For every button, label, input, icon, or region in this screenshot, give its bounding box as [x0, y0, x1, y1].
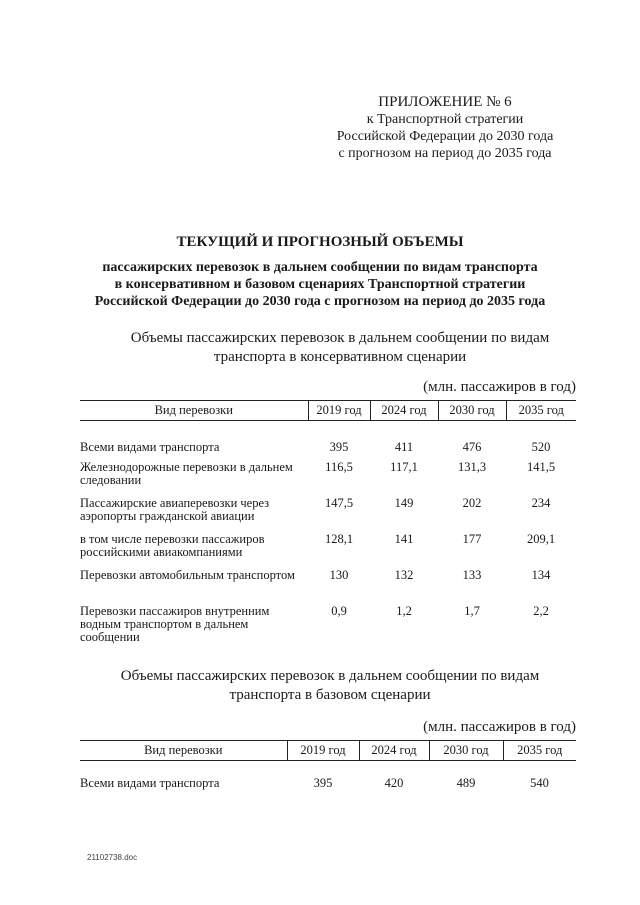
- cell-value: 177: [462, 531, 482, 546]
- document-subtitle: [60, 259, 580, 310]
- document-title: ТЕКУЩИЙ И ПРОГНОЗНЫЙ ОБЪЕМЫ: [176, 234, 464, 250]
- column-header: Вид перевозки: [80, 401, 308, 421]
- cell-value: 1,7: [464, 603, 480, 618]
- table2-units: (млн. пассажиров в год): [423, 719, 576, 735]
- cell-value: 117,1: [390, 459, 418, 474]
- column-header: 2030 год: [438, 401, 506, 421]
- appendix-line: с прогнозом на период до 2035 года: [338, 146, 552, 161]
- table-row: [80, 461, 576, 497]
- cell-value: 2,2: [533, 603, 549, 618]
- row-label: в том числе перевозки пассажиров российскими авиакомпаниями: [80, 531, 265, 559]
- column-header: 2030 год: [429, 741, 503, 761]
- caption-line: Объемы пассажирских перевозок в дальнем сообщении по видам: [130, 330, 550, 346]
- cell-value: 209,1: [526, 531, 556, 546]
- cell-value: 202: [462, 495, 482, 510]
- caption-line: Объемы пассажирских перевозок в дальнем сообщении по видам: [120, 668, 540, 684]
- subtitle-line: пассажирских перевозок в дальнем сообщении по видам транспорта: [102, 260, 538, 275]
- appendix-line: Российской Федерации до 2030 года: [336, 129, 554, 144]
- row-label: Всеми видами транспорта: [80, 775, 220, 790]
- cell-value: 395: [313, 775, 333, 790]
- caption-line: транспорта в базовом сценарии: [229, 687, 431, 703]
- appendix-line: к Транспортной стратегии: [366, 112, 524, 127]
- cell-value: 420: [384, 775, 404, 790]
- cell-value: 149: [394, 495, 414, 510]
- column-header: 2035 год: [503, 741, 576, 761]
- cell-value: 116,5: [325, 459, 353, 474]
- file-name: 21102738.doc: [87, 853, 138, 862]
- appendix-heading: ПРИЛОЖЕНИЕ № 6: [378, 94, 512, 110]
- cell-value: 141: [394, 531, 414, 546]
- cell-value: 128,1: [324, 531, 354, 546]
- table-row: [80, 569, 576, 605]
- cell-value: 489: [456, 775, 476, 790]
- table-row: [80, 497, 576, 533]
- cell-value: 1,2: [396, 603, 412, 618]
- column-header: 2024 год: [359, 741, 429, 761]
- column-header: 2019 год: [287, 741, 359, 761]
- table2-header-row: [80, 741, 576, 761]
- cell-value: 141,5: [526, 459, 556, 474]
- row-label: Пассажирские авиаперевозки через аэропорты гражданской авиации: [80, 495, 270, 523]
- column-header: Вид перевозки: [80, 741, 287, 761]
- cell-value: 520: [531, 439, 551, 454]
- table2: [80, 740, 576, 797]
- cell-value: 134: [531, 567, 551, 582]
- cell-value: 132: [394, 567, 414, 582]
- row-label: Перевозки автомобильным транспортом: [80, 567, 295, 582]
- cell-value: 130: [329, 567, 349, 582]
- cell-value: 476: [462, 439, 482, 454]
- cell-value: 411: [394, 439, 414, 454]
- cell-value: 540: [530, 775, 549, 790]
- table1: [80, 400, 576, 649]
- row-label: Перевозки пассажиров внутренним водным транспортом в дальнем сообщении: [80, 603, 270, 644]
- cell-value: 395: [329, 439, 349, 454]
- table-row: [80, 605, 576, 649]
- table1-caption: [90, 329, 590, 367]
- table-row: [80, 441, 576, 461]
- column-header: 2024 год: [370, 401, 438, 421]
- cell-value: 133: [462, 567, 482, 582]
- table2-caption: [80, 667, 580, 705]
- cell-value: 131,3: [457, 459, 487, 474]
- table-row: [80, 777, 576, 797]
- cell-value: 147,5: [324, 495, 354, 510]
- row-label: Железнодорожные перевозки в дальнем следовании: [80, 459, 293, 487]
- table1-units: (млн. пассажиров в год): [423, 379, 576, 395]
- cell-value: 234: [531, 495, 551, 510]
- row-label: Всеми видами транспорта: [80, 439, 220, 454]
- appendix-block: [320, 94, 570, 162]
- subtitle-line: Российской Федерации до 2030 года с прогнозом на период до 2035 года: [94, 294, 546, 309]
- table1-header-row: [80, 401, 576, 421]
- subtitle-line: в консервативном и базовом сценариях Транспортной стратегии: [114, 277, 526, 292]
- table-row: [80, 533, 576, 569]
- column-header: 2035 год: [506, 401, 576, 421]
- column-header: 2019 год: [308, 401, 370, 421]
- cell-value: 0,9: [331, 603, 347, 618]
- caption-line: транспорта в консервативном сценарии: [213, 349, 467, 365]
